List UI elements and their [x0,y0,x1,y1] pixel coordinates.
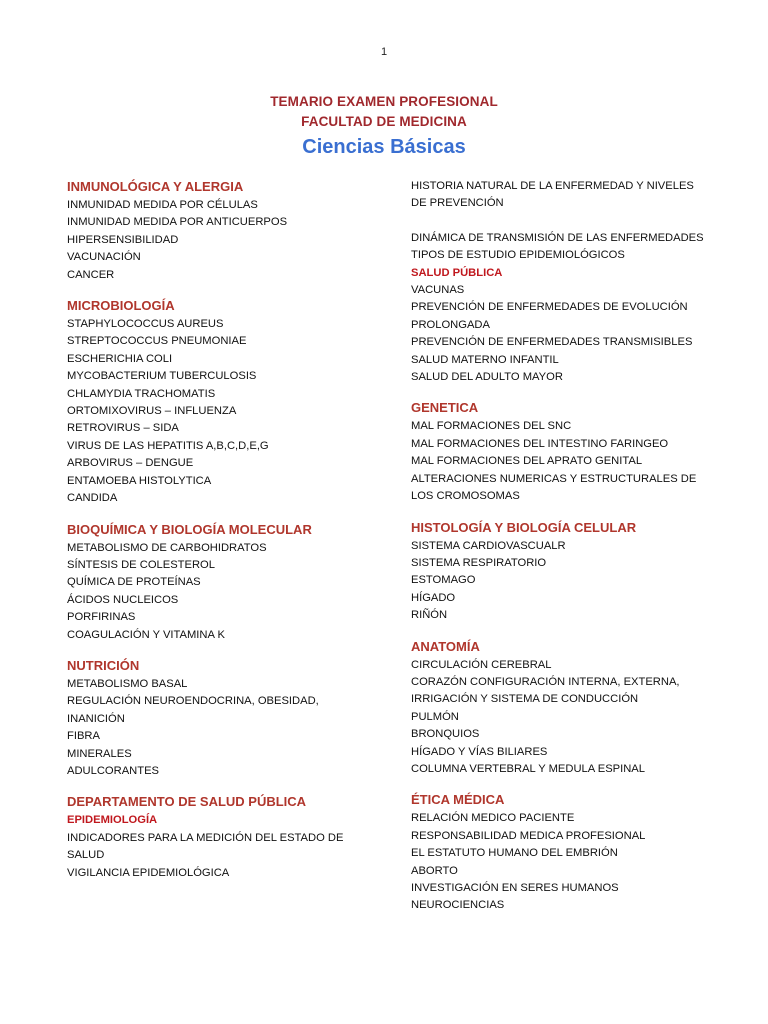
section-inmunologia [67,178,397,284]
topic-item: RETROVIRUS – SIDA [67,422,179,435]
topic-list [411,178,741,213]
topic-item: EL ESTATUTO HUMANO DEL EMBRIÓN [411,847,618,860]
section-nutricion [67,657,397,780]
topic-item: MYCOBACTERIUM TUBERCULOSIS [67,370,257,383]
topic-item: CORAZÓN CONFIGURACIÓN INTERNA, EXTERNA, [411,675,680,688]
topic-item: HÍGADO Y VÍAS BILIARES [411,745,548,758]
topic-item: INANICIÓN [67,712,125,725]
topic-item: LOS CROMOSOMAS [411,490,520,503]
subsection-title: EPIDEMIOLOGÍA [67,814,158,827]
topic-item: FIBRA [67,730,100,743]
topic-item: SALUD DEL ADULTO MAYOR [411,371,563,384]
topic-item: ENTAMOEBA HISTOLYTICA [67,474,212,487]
topic-item: NEUROCIENCIAS [411,899,505,912]
topic-item: QUÍMICA DE PROTEÍNAS [67,576,201,589]
topic-list [411,538,741,625]
subsection-title: SALUD PÚBLICA [411,266,503,279]
section-title: MICROBIOLOGÍA [67,298,175,314]
topic-item: PROLONGADA [411,318,490,331]
section-histologia [411,519,741,625]
topic-item: SÍNTESIS DE COLESTEROL [67,558,215,571]
topic-item: MAL FORMACIONES DEL INTESTINO FARINGEO [411,437,669,450]
topic-item: HIPERSENSIBILIDAD [67,233,179,246]
topic-item: SISTEMA RESPIRATORIO [411,556,547,569]
topic-item: METABOLISMO DE CARBOHIDRATOS [67,541,267,554]
topic-item: ARBOVIRUS – DENGUE [67,457,194,470]
topic-item: ABORTO [411,864,458,877]
topic-item: CIRCULACIÓN CEREBRAL [411,658,552,671]
topic-item: MAL FORMACIONES DEL APRATO GENITAL [411,455,643,468]
topic-item: COAGULACIÓN Y VITAMINA K [67,628,225,641]
topic-item: VACUNACIÓN [67,251,141,264]
topic-item: PREVENCIÓN DE ENFERMEDADES DE EVOLUCIÓN [411,301,688,314]
section-epidemiologia-cont [411,178,741,386]
topic-item: INMUNIDAD MEDIDA POR CÉLULAS [67,199,258,211]
topic-item: INDICADORES PARA LA MEDICIÓN DEL ESTADO DE [67,831,344,844]
topic-list [67,830,397,882]
topic-item: ORTOMIXOVIRUS – INFLUENZA [67,405,237,418]
left-column [67,178,397,895]
spacer [411,213,741,230]
topic-list [411,418,741,505]
section-title: ÉTICA MÉDICA [411,792,505,808]
section-title: GENETICA [411,400,479,416]
topic-list [67,676,397,780]
page-number: 1 [380,46,388,58]
topic-list [411,230,741,265]
topic-item: MAL FORMACIONES DEL SNC [411,420,572,433]
topic-list [67,316,397,507]
section-title: NUTRICIÓN [67,657,140,673]
section-bioquimica [67,521,397,644]
topic-item: STAPHYLOCOCCUS AUREUS [67,318,224,331]
topic-item: SALUD [67,849,105,862]
topic-item: SISTEMA CARDIOVASCUALR [411,539,566,552]
topic-item: ÁCIDOS NUCLEICOS [67,593,179,606]
topic-item: TIPOS DE ESTUDIO EPIDEMIOLÓGICOS [411,249,625,262]
topic-item: PORFIRINAS [67,611,136,624]
topic-item: MINERALES [67,747,132,760]
topic-item: CANDIDA [67,492,118,505]
section-title: DEPARTAMENTO DE SALUD PÚBLICA [67,794,307,810]
topic-item: VIRUS DE LAS HEPATITIS A,B,C,D,E,G [67,439,269,452]
topic-item: COLUMNA VERTEBRAL Y MEDULA ESPINAL [411,762,645,775]
section-salud-publica [67,793,397,882]
section-title: ANATOMÍA [411,638,480,654]
section-title: INMUNOLÓGICA Y ALERGIA [67,179,244,194]
topic-item: ESCHERICHIA COLI [67,352,173,365]
header-line-1: TEMARIO EXAMEN PROFESIONAL [270,94,498,109]
topic-item: INMUNIDAD MEDIDA POR ANTICUERPOS [67,216,288,229]
topic-item: HÍGADO [411,591,456,604]
topic-item: BRONQUIOS [411,728,480,741]
topic-item: ESTOMAGO [411,574,476,587]
section-genetica [411,399,741,505]
topic-item: IRRIGACIÓN Y SISTEMA DE CONDUCCIÓN [411,693,639,706]
topic-item: RESPONSABILIDAD MEDICA PROFESIONAL [411,829,646,842]
topic-item: ALTERACIONES NUMERICAS Y ESTRUCTURALES DE [411,472,697,485]
topic-item: HISTORIA NATURAL DE LA ENFERMEDAD Y NIVELES [411,180,694,192]
section-etica [411,791,741,914]
topic-item: CHLAMYDIA TRACHOMATIS [67,387,216,400]
document-header [0,92,768,161]
section-title: HISTOLOGÍA Y BIOLOGÍA CELULAR [411,519,637,535]
topic-item: VACUNAS [411,284,465,297]
right-column [411,178,741,928]
topic-item: PULMÓN [411,710,459,723]
topic-item: ADULCORANTES [67,764,160,777]
topic-item: STREPTOCOCCUS PNEUMONIAE [67,335,247,348]
topic-list [67,540,397,644]
topic-item: DE PREVENCIÓN [411,197,504,210]
section-microbiologia [67,297,397,507]
topic-item: DINÁMICA DE TRANSMISIÓN DE LAS ENFERMEDADES [411,231,704,244]
topic-item: RIÑÓN [411,609,448,622]
topic-list [411,810,741,914]
topic-item: RELACIÓN MEDICO PACIENTE [411,812,575,825]
section-anatomia [411,638,741,779]
topic-item: METABOLISMO BASAL [67,677,188,690]
topic-item: REGULACIÓN NEUROENDOCRINA, OBESIDAD, [67,695,319,708]
topic-item: INVESTIGACIÓN EN SERES HUMANOS [411,882,619,894]
header-line-2: FACULTAD DE MEDICINA [301,114,467,129]
topic-list [411,282,741,386]
topic-item: VIGILANCIA EPIDEMIOLÓGICA [67,866,230,879]
topic-item: CANCER [67,268,115,281]
section-title: BIOQUÍMICA Y BIOLOGÍA MOLECULAR [67,521,312,537]
topic-item: SALUD MATERNO INFANTIL [411,353,559,366]
header-subtitle: Ciencias Básicas [302,136,466,158]
topic-list [411,657,741,779]
topic-item: PREVENCIÓN DE ENFERMEDADES TRANSMISIBLES [411,336,693,349]
topic-list [67,197,397,284]
